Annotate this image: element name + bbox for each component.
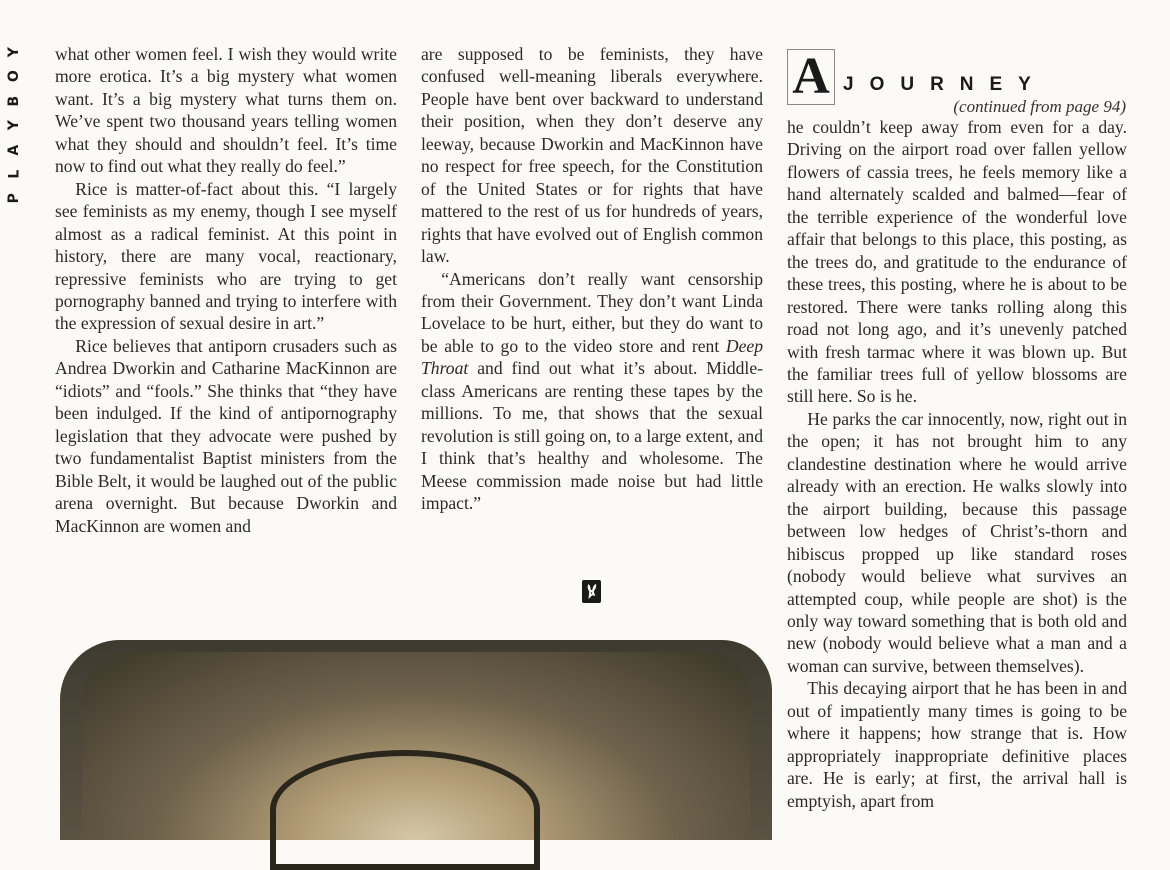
article-column-1	[55, 43, 397, 537]
side-label-letter: A	[5, 144, 22, 156]
magazine-side-label	[4, 40, 24, 211]
drop-cap: A	[787, 49, 835, 105]
paragraph: what other women feel. I wish they would write more erotica. It’s a big mystery what women want. It’s a big mystery what turns them on. We’ve spent two thousand years telling women what they should and shouldn’t feel. It’s time now to find out what they really do feel.”	[55, 44, 397, 177]
paragraph: he couldn’t keep away from even for a day. Driving on the airport road over fallen yellow flowers of cassia trees, he feels memory like a hand alternately scalded and balmed—fear of the terrible experience of the wonderful love affair that belongs to this place, this posting, as the trees do, and gratitude to the endurance of these trees, this posting, where he is about to be restored. There were tanks rolling along this road not long ago, and it’s unevenly patched with fresh tarmac where it was blown up. But the familiar trees full of yellow blossoms are still here. So is he.	[787, 117, 1127, 407]
side-label-letter: L	[5, 169, 22, 179]
playboy-bunny-icon	[582, 580, 601, 603]
paragraph-text: “Americans don’t really want censorship from their Government. They don’t want Linda Lovelace to be hurt, either, but they do want to be able to go to the video store and rent	[421, 268, 763, 356]
side-label-letter: B	[5, 95, 22, 107]
paragraph-text: and find out what it’s about. Middle-class Americans are renting these tapes by the millions. To me, that shows that the sexual revolution is still going on, to a large extent, and I think that’s healthy and wholesome. The Meese commission made noise but had little impact.”	[421, 358, 763, 514]
film-title: Deep Throat	[421, 335, 763, 379]
side-label-letter: P	[5, 193, 22, 204]
article-column-2	[421, 43, 763, 515]
paragraph	[421, 268, 763, 515]
paragraph: Rice believes that antiporn crusaders such as Andrea Dworkin and Catharine MacKinnon are “idiots” and “fools.” She thinks that “they have been indulged. If the kind of antipornography legislation that they advocate were pushed by two fundamentalist Baptist ministers from the Bible Belt, it would be laughed out of the public arena overnight. But because Dworkin and MacKinnon are women and	[55, 335, 397, 536]
article-headline: JOURNEY	[843, 74, 1047, 95]
side-label-letter: Y	[5, 120, 22, 131]
paragraph: This decaying airport that he has been in and out of impatiently many times is going to be where it happens; how strange that is. How appropriately inappropriate definitive places are. He is early; at first, the arrival hall is emptyish, apart from	[787, 678, 1127, 811]
continued-note: (continued from page 94)	[953, 97, 1126, 116]
paragraph: are supposed to be feminists, they have confused well-meaning liberals everywhere. People have bent over backward to understand their position, when they don’t deserve any leeway, because Dworkin and MacKinnon have no respect for free speech, for the Constitution of the United States or for rights that have mattered to the rest of us for hundreds of years, rights that have evolved out of English common law.	[421, 44, 763, 267]
photo-shape	[270, 750, 540, 870]
paragraph: Rice is matter-of-fact about this. “I largely see feminists as my enemy, though I see myself almost as a radical feminist. At this point in history, there are many vocal, reactionary, repressive feminists who are trying to get pornography banned and trying to interfere with the expression of sexual desire in art.”	[55, 178, 397, 334]
side-label-letter: O	[5, 70, 22, 83]
illustration-photo	[60, 640, 772, 840]
paragraph: He parks the car innocently, now, right out in the open; it has not brought him to any clandestine destination where he would arrive already with an erection. He walks slowly into the airport building, because this passage between low hedges of Christ’s-thorn and hibiscus propped up like standard roses (nobody would believe what survives an attempted coup, while people are shot) is the only way toward something that is both old and new (nobody would believe what a man and a woman can survive, between themselves).	[787, 408, 1127, 676]
side-label-letter: Y	[5, 47, 22, 58]
article-column-3	[787, 116, 1127, 812]
